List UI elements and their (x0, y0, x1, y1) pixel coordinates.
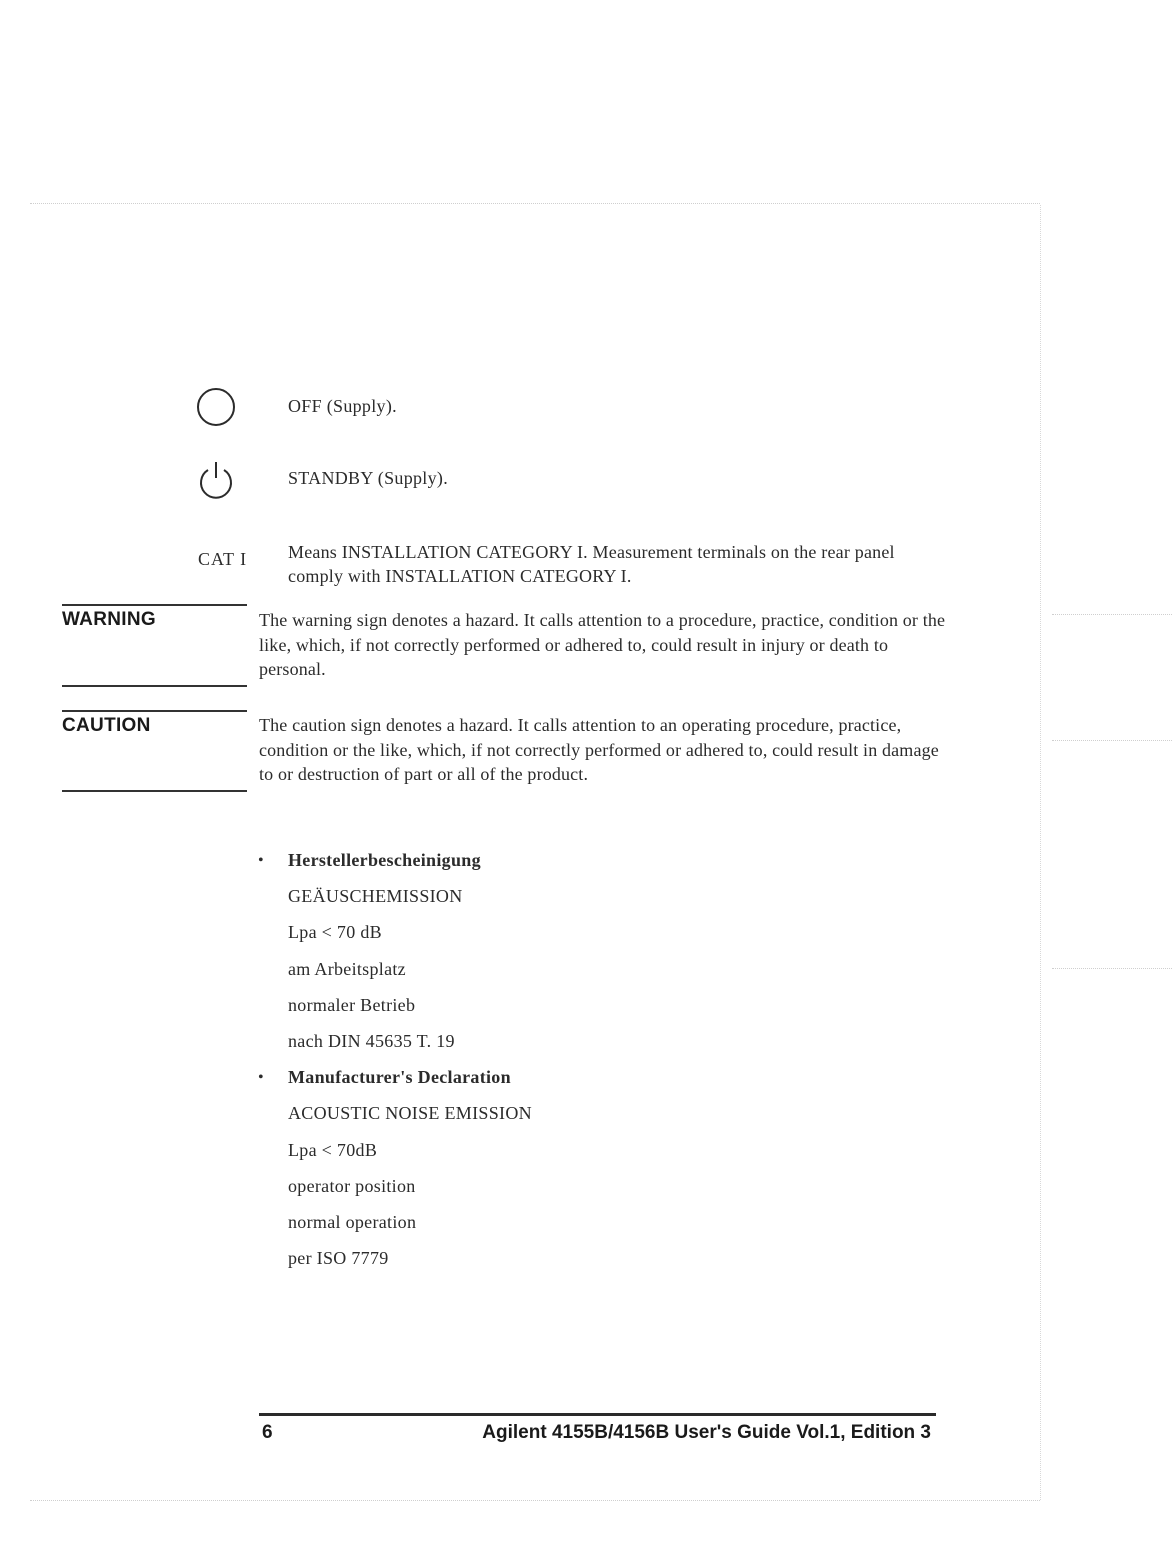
footer-rule (259, 1413, 936, 1416)
cat-description: Means INSTALLATION CATEGORY I. Measurement terminals on the rear panel comply with INSTALLATION CATEGORY I. (288, 542, 895, 586)
declaration-heading-de: Herstellerbescheinigung (288, 850, 481, 870)
warning-text: The warning sign denotes a hazard. It calls attention to a procedure, practice, condition or the like, which, if not correctly performed or adhered to, could result in injury or death to personal. (259, 610, 946, 679)
warning-label: WARNING (62, 609, 156, 630)
scan-artifact-bottom (30, 1500, 1040, 1501)
scan-artifact-side-1 (1052, 614, 1172, 615)
footer-title: Agilent 4155B/4156B User's Guide Vol.1, Edition 3 (482, 1422, 931, 1443)
caution-top-rule (62, 710, 247, 712)
scan-artifact-top (30, 203, 1040, 204)
power-standby-icon (195, 458, 237, 505)
declaration-line: am Arbeitsplatz (288, 959, 406, 979)
off-supply-text: OFF (Supply). (288, 396, 397, 416)
caution-label: CAUTION (62, 715, 151, 736)
declaration-line: GEÄUSCHEMISSION (288, 886, 463, 906)
standby-supply-text: STANDBY (Supply). (288, 468, 448, 488)
caution-text: The caution sign denotes a hazard. It calls attention to an operating procedure, practice, condition or the like, which, if not correctly performed or adhered to, could result in damage to or destruction of part or all of the product. (259, 715, 939, 784)
declaration-line: normal operation (288, 1212, 417, 1232)
power-off-circle-icon (195, 386, 237, 433)
scan-artifact-right (1040, 205, 1041, 1500)
scan-artifact-side-3 (1052, 968, 1172, 969)
scan-artifact-side-2 (1052, 740, 1172, 741)
declaration-heading-en: Manufacturer's Declaration (288, 1067, 511, 1087)
bullet: • (258, 852, 264, 869)
declaration-line: nach DIN 45635 T. 19 (288, 1031, 455, 1051)
declaration-line: Lpa < 70 dB (288, 922, 382, 942)
declaration-line: Lpa < 70dB (288, 1140, 378, 1160)
warning-bottom-rule (62, 685, 247, 687)
caution-bottom-rule (62, 790, 247, 792)
declaration-line: ACOUSTIC NOISE EMISSION (288, 1103, 532, 1123)
warning-top-rule (62, 604, 247, 606)
bullet: • (258, 1069, 264, 1086)
page-number: 6 (262, 1422, 273, 1443)
declaration-line: per ISO 7779 (288, 1248, 389, 1268)
declaration-line: operator position (288, 1176, 416, 1196)
declaration-line: normaler Betrieb (288, 995, 416, 1015)
cat-label: CAT I (198, 549, 248, 569)
